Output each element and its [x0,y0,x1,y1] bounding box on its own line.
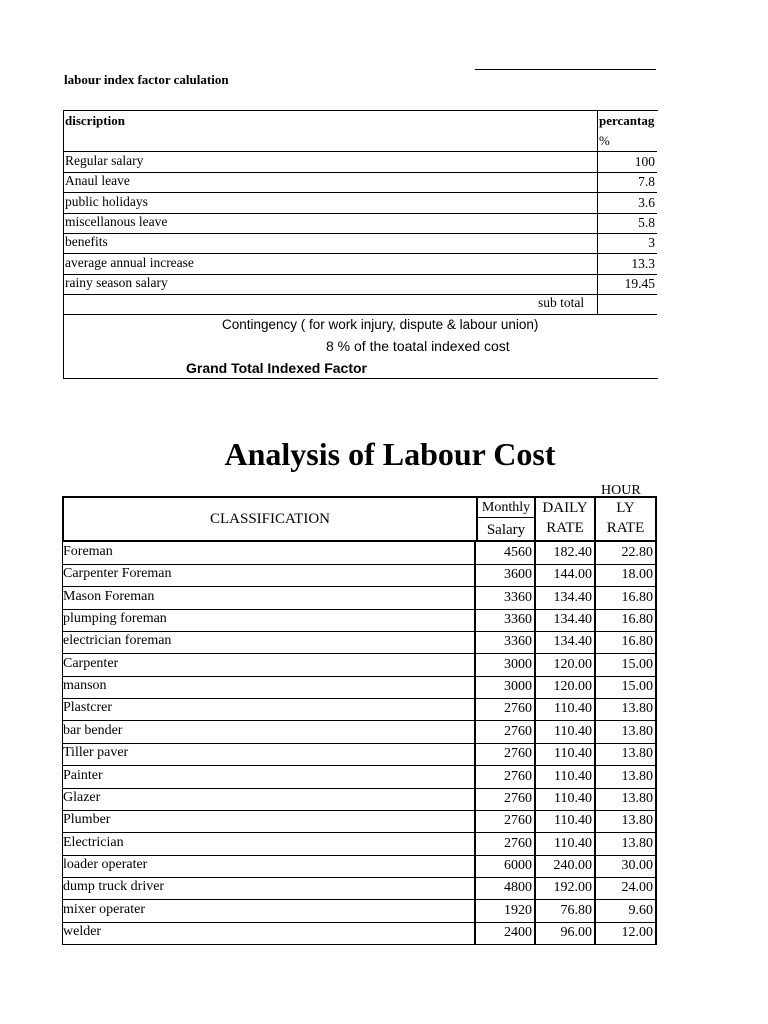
hourly-rate-cell-value: 13.80 [621,790,653,806]
top-rule [475,69,656,70]
classification-header: CLASSIFICATION [209,511,330,527]
daily-rate-cell [534,564,594,586]
labour-row [62,855,657,878]
classification-cell: Plumber [63,812,111,828]
hourly-header-overflow: HOUR [601,483,641,498]
daily-rate-cell [534,698,594,720]
labour-row [62,542,657,565]
daily-rate-cell [534,676,594,698]
hourly-rate-cell [594,564,657,586]
monthly-salary-cell [474,810,534,832]
daily-rate-cell-value: 134.40 [553,634,592,650]
hourly-header-line1: LY [616,500,635,516]
hourly-header-line2: RATE [606,520,645,536]
daily-rate-cell [534,542,594,564]
hourly-rate-cell-value: 12.00 [621,924,653,940]
percentage-header-line1: percantag [599,113,655,128]
labour-row [62,609,657,632]
hourly-rate-cell [594,788,657,810]
hourly-rate-cell [594,743,657,765]
daily-rate-cell-value: 134.40 [553,612,592,628]
classification-cell: Mason Foreman [63,588,155,604]
analysis-title: Analysis of Labour Cost [224,436,556,472]
hourly-rate-cell [594,877,657,899]
monthly-salary-cell-value: 2760 [504,723,532,739]
monthly-salary-cell [474,587,534,609]
index-row [64,233,657,254]
daily-rate-cell-value: 76.80 [560,902,592,918]
monthly-salary-cell [474,922,534,944]
hourly-rate-cell-value: 13.80 [621,835,653,851]
index-row-label: Regular salary [65,153,144,168]
hourly-rate-cell [594,698,657,720]
monthly-header-line1: Monthly [481,500,531,515]
percentage-header [597,111,658,151]
subtotal-row [64,294,657,315]
monthly-salary-cell [474,743,534,765]
monthly-salary-cell [474,654,534,676]
index-row [64,213,657,234]
hourly-rate-cell [594,587,657,609]
monthly-salary-cell-value: 2760 [504,746,532,762]
monthly-salary-cell [474,721,534,743]
daily-rate-cell [534,922,594,944]
index-row-value: 13.3 [597,254,658,274]
daily-rate-cell-value: 110.40 [554,746,592,762]
daily-rate-header [536,498,596,540]
index-section-title: labour index factor calulation [64,72,229,87]
hourly-rate-cell-value: 13.80 [621,768,653,784]
monthly-salary-cell [474,676,534,698]
monthly-salary-cell-value: 2760 [504,790,532,806]
monthly-salary-cell [474,877,534,899]
daily-rate-cell [534,743,594,765]
hourly-rate-cell-value: 15.00 [621,679,653,695]
percentage-header-line2: % [599,133,610,148]
description-header: discription [65,113,125,128]
hourly-rate-cell [594,833,657,855]
index-row-label: miscellanous leave [65,213,168,229]
labour-row [62,676,657,699]
classification-cell: plumping foreman [63,611,167,627]
daily-rate-cell-value: 96.00 [560,924,592,940]
hourly-rate-cell-value: 24.00 [621,880,653,896]
monthly-salary-cell [474,900,534,922]
classification-cell: bar bender [63,722,123,738]
daily-rate-cell-value: 110.40 [554,790,592,806]
monthly-salary-cell-value: 3360 [504,634,532,650]
classification-cell: mixer operater [63,901,146,917]
hourly-rate-cell [594,542,657,564]
labour-row [62,877,657,900]
hourly-rate-cell-value: 13.80 [621,701,653,717]
classification-cell: Electrician [63,834,124,850]
daily-rate-cell-value: 120.00 [553,656,592,672]
hourly-rate-cell [594,721,657,743]
index-row-label: rainy season salary [65,274,168,290]
hourly-rate-cell [594,609,657,631]
daily-rate-cell-value: 144.00 [553,567,592,583]
monthly-salary-cell-value: 3000 [504,679,532,695]
subtotal-value [597,294,658,314]
monthly-salary-cell-value: 3000 [504,656,532,672]
labour-table-header [62,496,657,542]
hourly-rate-cell-value: 22.80 [621,545,653,560]
hourly-rate-cell [594,631,657,653]
monthly-salary-header [476,498,536,540]
daily-rate-cell [534,609,594,631]
monthly-salary-cell [474,833,534,855]
classification-cell: Carpenter [63,655,119,671]
classification-cell: manson [63,678,107,694]
daily-rate-cell [534,654,594,676]
contingency-block [64,315,657,377]
daily-rate-cell [534,788,594,810]
index-row [64,193,657,214]
classification-cell: Plastcrer [63,700,112,716]
monthly-salary-cell-value: 2760 [504,701,532,717]
classification-cell: Foreman [63,544,113,559]
classification-cell: loader operater [63,856,148,872]
labour-row [62,631,657,654]
monthly-salary-cell [474,564,534,586]
daily-rate-cell-value: 240.00 [553,857,592,873]
classification-cell: dump truck driver [63,879,165,895]
monthly-header-line2: Salary [486,522,526,538]
labour-row [62,810,657,833]
index-table-header [64,111,657,152]
index-row [64,254,657,275]
monthly-salary-cell-value: 1920 [504,902,532,918]
labour-row [62,698,657,721]
hourly-rate-cell-value: 16.80 [621,634,653,650]
monthly-salary-cell-value: 4800 [504,880,532,896]
hourly-rate-cell-value: 16.80 [621,589,653,605]
grand-total-label: Grand Total Indexed Factor [186,360,367,376]
monthly-salary-cell-value: 2400 [504,924,532,940]
monthly-salary-cell-value: 2760 [504,813,532,829]
daily-rate-cell-value: 134.40 [553,589,592,605]
hourly-rate-cell [594,676,657,698]
index-row [64,152,657,173]
daily-rate-cell [534,900,594,922]
index-row-label: benefits [65,234,108,250]
subtotal-label: sub total [538,295,585,310]
contingency-percent-text: 8 % of the toatal indexed cost [326,338,510,354]
monthly-salary-cell [474,855,534,877]
daily-rate-cell-value: 110.40 [554,768,592,784]
monthly-salary-cell-value: 3600 [504,567,532,583]
classification-cell: Painter [63,767,103,783]
hourly-rate-cell-value: 13.80 [621,746,653,762]
hourly-rate-cell-value: 16.80 [621,612,653,628]
hourly-rate-cell [594,810,657,832]
index-row-value: 3 [597,233,658,253]
hourly-rate-cell-value: 13.80 [621,813,653,829]
daily-header-line1: DAILY [542,500,588,516]
daily-rate-cell [534,810,594,832]
labour-row [62,922,657,945]
hourly-rate-cell [594,654,657,676]
index-factor-table [63,110,658,379]
daily-rate-cell [534,766,594,788]
hourly-rate-cell [594,855,657,877]
hourly-rate-cell [594,922,657,944]
index-row-label: public holidays [65,193,148,209]
hourly-rate-cell-value: 18.00 [621,567,653,583]
classification-cell: Tiller paver [63,745,129,761]
monthly-salary-cell-value: 2760 [504,768,532,784]
index-row-value: 100 [597,152,658,172]
index-row-value: 3.6 [597,193,658,213]
classification-cell: electrician foreman [63,633,172,649]
monthly-salary-cell-value: 4560 [504,545,532,560]
hourly-rate-cell-value: 15.00 [621,656,653,672]
classification-cell: welder [63,923,102,939]
monthly-salary-cell-value: 3360 [504,589,532,605]
contingency-text: Contingency ( for work injury, dispute & labour union) [222,317,539,332]
index-row-label: Anaul leave [65,173,130,189]
daily-rate-cell [534,855,594,877]
monthly-salary-cell [474,631,534,653]
labour-row [62,587,657,610]
monthly-salary-cell [474,698,534,720]
index-row-value: 19.45 [597,274,658,294]
monthly-salary-cell [474,609,534,631]
daily-rate-cell-value: 110.40 [554,835,592,851]
monthly-salary-cell-value: 2760 [504,835,532,851]
classification-cell: Carpenter Foreman [63,566,172,582]
daily-rate-cell-value: 192.00 [553,880,592,896]
hourly-rate-cell [594,766,657,788]
daily-rate-cell [534,833,594,855]
index-row-value: 7.8 [597,172,658,192]
daily-rate-cell [534,587,594,609]
daily-rate-cell [534,721,594,743]
labour-row [62,654,657,677]
daily-rate-cell-value: 120.00 [553,679,592,695]
index-row [64,172,657,193]
classification-cell: Glazer [63,789,101,805]
monthly-salary-cell [474,542,534,564]
hourly-rate-cell [594,900,657,922]
monthly-salary-cell [474,788,534,810]
labour-row [62,743,657,766]
daily-rate-cell [534,631,594,653]
monthly-salary-cell-value: 3360 [504,612,532,628]
monthly-salary-cell [474,766,534,788]
index-row-label: average annual increase [65,254,194,270]
index-row [64,274,657,295]
labour-row [62,788,657,811]
daily-rate-cell-value: 110.40 [554,813,592,829]
labour-row [62,721,657,744]
hourly-rate-cell-value: 13.80 [621,723,653,739]
daily-rate-cell-value: 110.40 [554,723,592,739]
index-row-value: 5.8 [597,213,658,233]
monthly-header-divider [478,517,534,518]
daily-rate-cell-value: 110.40 [554,701,592,717]
daily-header-line2: RATE [546,520,584,536]
daily-rate-cell-value: 182.40 [553,545,592,560]
hourly-rate-cell-value: 9.60 [628,902,653,918]
hourly-rate-header [596,498,655,540]
labour-row [62,766,657,789]
labour-row [62,564,657,587]
daily-rate-cell [534,877,594,899]
labour-row [62,900,657,923]
monthly-salary-cell-value: 6000 [504,857,532,873]
labour-row [62,833,657,856]
hourly-rate-cell-value: 30.00 [621,857,653,873]
